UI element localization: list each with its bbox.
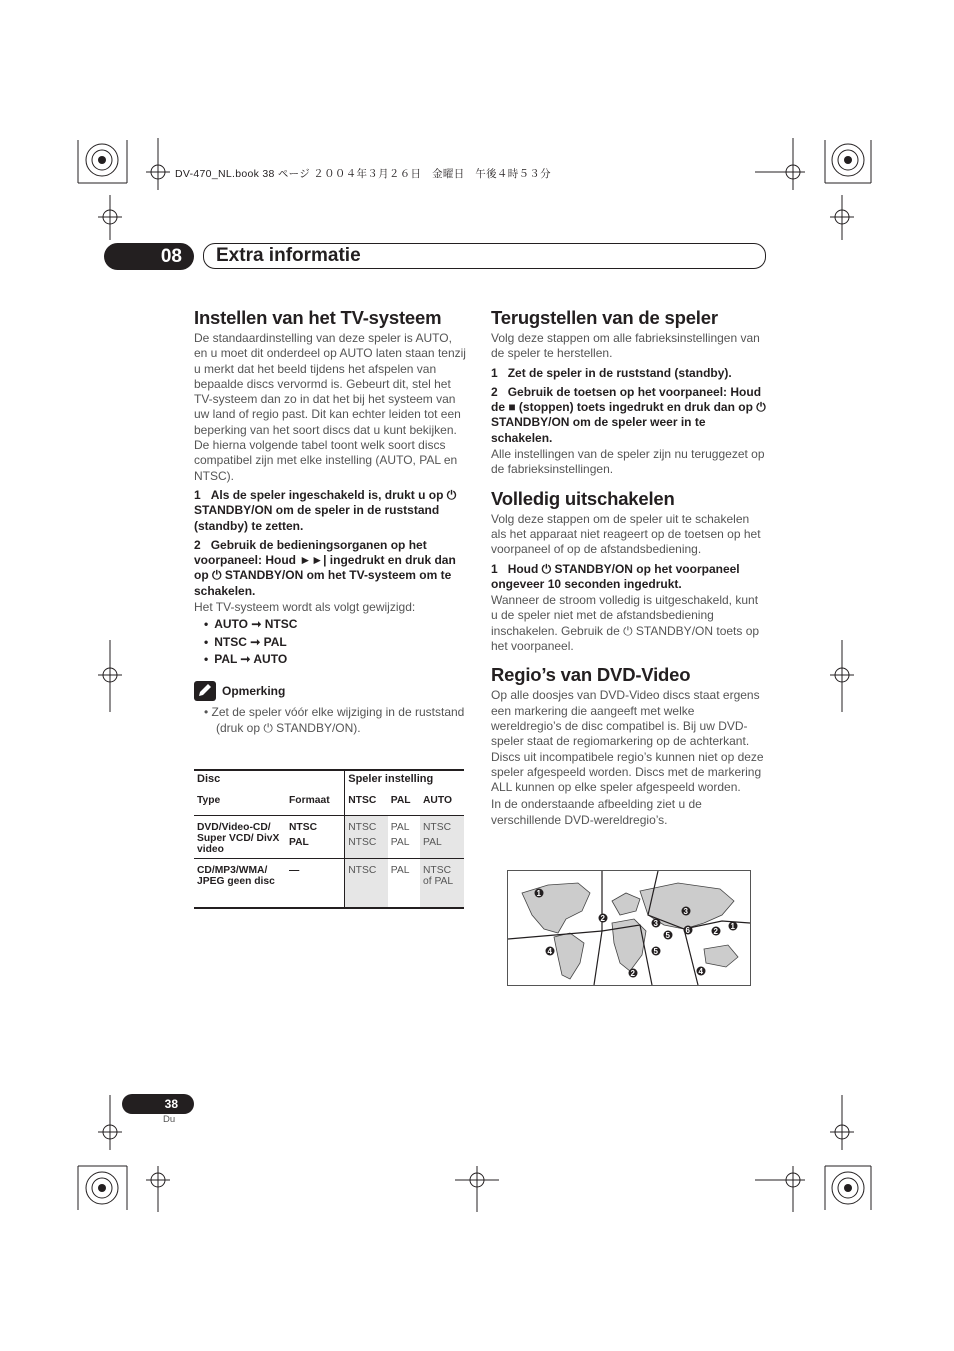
page-number: 38	[122, 1094, 194, 1114]
dvd-region-map	[507, 870, 751, 986]
table-cell: DVD/Video-CD/ Super VCD/ DivX video	[197, 821, 280, 855]
table-header-format: Formaat	[286, 787, 345, 815]
power-off-intro: Volg deze stappen om de speler uit te schakelen als het apparaat niet reageert op de toetsen op het voorpaneel of op de afstandsbediening.	[491, 511, 761, 557]
section-title-regions: Regio’s van DVD-Video	[491, 664, 691, 686]
reset-intro: Volg deze stappen om alle fabrieksinstellingen van de speler te herstellen.	[491, 331, 760, 361]
section-title-power-off: Volledig uitschakelen	[491, 487, 675, 509]
power-off-result: Wanneer de stroom volledig is uitgeschakeld, kunt u de speler niet met de afstandsbediening inschakelen. Gebruik de ⏻ STANDBY/ON toets op het voorpaneel.	[491, 593, 760, 654]
page-language: Du	[163, 1114, 176, 1125]
world-map-graphic	[508, 871, 750, 985]
table-header-disc: Disc	[194, 770, 345, 787]
tv-step-1	[194, 488, 467, 534]
table-cell: NTSC of PAL	[420, 858, 464, 908]
section-title-tv-system: Instellen van het TV-systeem	[194, 307, 442, 328]
step-text: Houd ⏻ STANDBY/ON op het voorpaneel ongeveer 10 seconden ingedrukt.	[491, 561, 740, 591]
step-number: 1	[491, 365, 498, 380]
right-column	[491, 307, 767, 830]
table-cell: PAL	[390, 821, 410, 833]
step-number: 1	[491, 561, 498, 576]
region-label: 6	[685, 926, 690, 935]
region-label: 2	[713, 927, 718, 936]
region-label: 1	[730, 922, 735, 931]
note-title: Opmerking	[222, 683, 286, 698]
region-label: 2	[600, 914, 605, 923]
regions-paragraph-2: In de onderstaande afbeelding ziet u de verschillende DVD-wereldregio’s.	[491, 797, 702, 827]
tv-step-2	[194, 538, 467, 599]
step-text: Gebruik de bedieningsorganen op het voorpaneel: Houd ►►| ingedrukt en druk dan op ⏻ STANDBY/ON om het TV-systeem om te schakelen.	[194, 537, 456, 598]
section-title-reset: Terugstellen van de speler	[491, 307, 718, 328]
power-off-step-1	[491, 562, 767, 593]
table-row	[194, 858, 464, 908]
region-label: 5	[653, 947, 658, 956]
step-text: Gebruik de toetsen op het voorpaneel: Houd de ■ (stoppen) toets ingedrukt en druk dan op ⏻ STANDBY/ON om de speler weer in te schakelen.	[491, 384, 766, 445]
list-item: • AUTO ➞ NTSC	[204, 617, 467, 632]
table-cell: PAL	[390, 864, 410, 876]
region-label: 4	[698, 967, 703, 976]
note-text: • Zet de speler vóór elke wijziging in de ruststand (druk op ⏻ STANDBY/ON).	[204, 705, 465, 735]
region-label: 3	[653, 919, 658, 928]
region-label: 4	[547, 947, 552, 956]
step-number: 2	[194, 537, 201, 552]
left-column	[194, 307, 467, 738]
list-item: • NTSC ➞ PAL	[204, 635, 467, 650]
table-cell: NTSC	[345, 835, 388, 859]
note-heading	[194, 681, 467, 701]
tv-step-result: Het TV-systeem wordt als volgt gewijzigd:	[194, 600, 416, 615]
step-number: 1	[194, 487, 201, 502]
table-cell: CD/MP3/WMA/ JPEG geen disc	[197, 864, 275, 887]
region-label: 5	[665, 931, 670, 940]
tv-cycle-list	[194, 617, 467, 667]
pencil-note-icon	[194, 681, 216, 701]
step-number: 2	[491, 384, 498, 399]
table-cell: —	[286, 858, 345, 908]
step-text: Als de speler ingeschakeld is, drukt u op ⏻ STANDBY/ON om de speler in de ruststand (standby) te zetten.	[194, 487, 457, 533]
table-header-player: Speler instelling	[348, 773, 434, 785]
reset-step-2	[491, 385, 767, 446]
table-header-ntsc: NTSC	[348, 795, 377, 806]
region-label: 3	[683, 907, 688, 916]
table-header-auto: AUTO	[423, 795, 452, 806]
table-cell: NTSC	[420, 815, 464, 835]
table-header-pal: PAL	[390, 795, 411, 806]
table-row	[194, 815, 464, 835]
tv-system-intro: De standaardinstelling van deze speler is AUTO, en u moet dit onderdeel op AUTO laten staan tenzij u merkt dat het beeld tijdens het afspelen van bepaalde discs vervormd is. Gebeurt dit, stel het TV-systeem dan zo in dat het bij het systeem van uw land of regio past. Dit kan echter leiden tot een beperking van het soort discs dat u kunt bekijken. De hierna volgende tabel toont welk soort discs compatibel zijn met elke instelling (AUTO, PAL en NTSC).	[194, 331, 466, 483]
reset-result: Alle instellingen van de speler zijn nu teruggezet op de fabrieksinstellingen.	[491, 447, 765, 477]
disc-compat-table	[194, 769, 464, 909]
table-cell: PAL	[286, 835, 345, 859]
table-cell: NTSC	[286, 815, 345, 835]
table-header-type: Type	[197, 795, 221, 806]
chapter-title: Extra informatie	[203, 243, 766, 269]
list-item: • PAL ➞ AUTO	[204, 652, 467, 667]
table-cell: NTSC	[345, 858, 388, 908]
table-cell: PAL	[420, 835, 464, 859]
reset-step-1	[491, 366, 767, 381]
table-cell: NTSC	[345, 815, 388, 835]
table-cell: PAL	[390, 836, 410, 848]
regions-paragraph-1: Op alle doosjes van DVD-Video discs staat ergens een markering die aangeeft met welke wereldregio’s de disc compatibel is. Bij uw DVD-speler staat de regiomarkering op de achterkant. Discs uit incompatibele regio’s kunnen niet op deze speler afgespeeld worden. Discs met de markering ALL kunnen op elke speler afgespeeld worden.	[491, 688, 764, 795]
step-text: Zet de speler in de ruststand (standby).	[507, 365, 732, 380]
region-label: 2	[630, 969, 635, 978]
chapter-number: 08	[104, 243, 194, 270]
file-header: DV-470_NL.book 38 ページ ２００４年３月２６日 金曜日 午後４時５３分	[175, 168, 551, 180]
region-label: 1	[536, 889, 541, 898]
